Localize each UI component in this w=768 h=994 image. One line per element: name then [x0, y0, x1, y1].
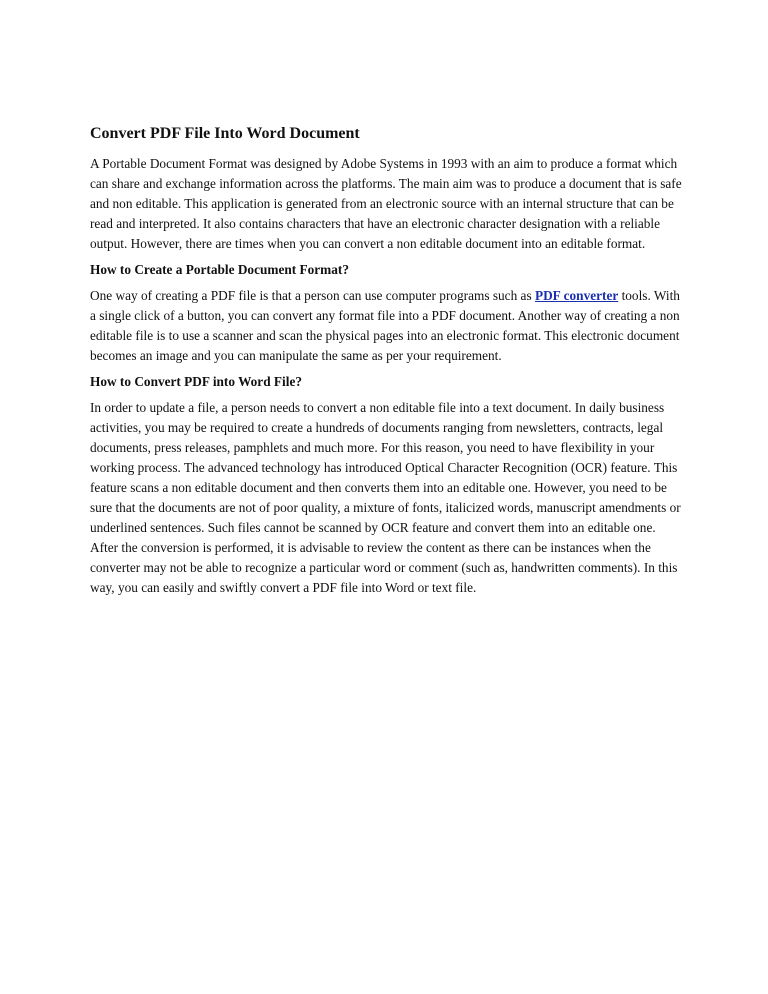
pdf-converter-link[interactable]: PDF converter [534, 288, 619, 303]
document-title: Convert PDF File Into Word Document [90, 125, 360, 142]
section-heading-convert-pdf: How to Convert PDF into Word File? [90, 374, 302, 389]
intro-paragraph: A Portable Document Format was designed by Adobe Systems in 1993 with an aim to produce a format which can share and exchange information across the platforms. The main aim was to produce a document that is safe and non editable. This application is generated from an electronic source with an internal structure that can be read and interpreted. It also contains characters that have an electronic character designation with a reliable output. However, there are times when you can convert a non editable document into an editable format. [90, 156, 682, 251]
paragraph-text-before-link: One way of creating a PDF file is that a person can use computer programs such as [90, 288, 535, 303]
section-heading-create-pdf: How to Create a Portable Document Format? [90, 262, 349, 277]
create-pdf-paragraph [90, 286, 682, 366]
paragraph-text-after-link: tools. With a single click of a button, you can convert any format file into a PDF document. Another way of creating a non editable file is to use a scanner and scan the physical pages into an electronic format. This electronic document becomes an image and you can manipulate the same as per your requirement. [90, 288, 680, 363]
document-page [90, 118, 682, 604]
convert-pdf-paragraph: In order to update a file, a person needs to convert a non editable file into a text document. In daily business activities, you may be required to create a hundreds of documents ranging from newsletters, contracts, legal documents, press releases, pamphlets and much more. For this reason, you need to have flexibility in your working process. The advanced technology has introduced Optical Character Recognition (OCR) feature. This feature scans a non editable document and then converts them into an editable one. However, you need to be sure that the documents are not of poor quality, a mixture of fonts, italicized words, manuscript amendments or underlined sentences. Such files cannot be scanned by OCR feature and convert them into an editable one. After the conversion is performed, it is advisable to review the content as there can be instances when the converter may not be able to recognize a particular word or comment (such as, handwritten comments). In this way, you can easily and swiftly convert a PDF file into Word or text file. [90, 400, 681, 595]
